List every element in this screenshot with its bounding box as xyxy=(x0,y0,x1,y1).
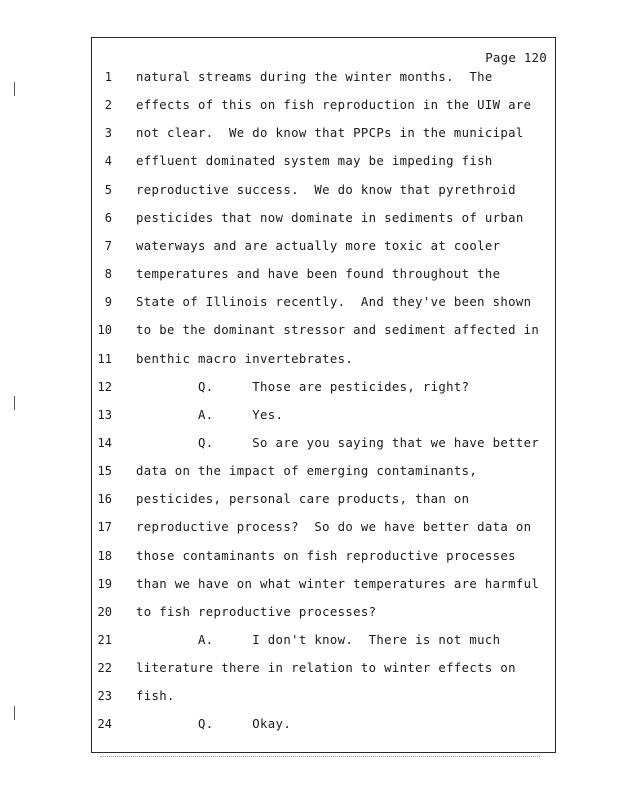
line-number: 9 xyxy=(104,295,112,310)
line-number: 14 xyxy=(97,435,112,450)
margin-mark-middle xyxy=(14,396,19,410)
line-text: A. I don't know. There is not much xyxy=(136,633,501,647)
line-number: 16 xyxy=(97,492,112,507)
line-text: Q. Okay. xyxy=(136,717,292,732)
line-number: 11 xyxy=(97,351,112,366)
line-number: 23 xyxy=(97,689,112,704)
line-number: 7 xyxy=(104,238,112,253)
line-number: 18 xyxy=(97,548,112,563)
line-text: reproductive process? So do we have better data on xyxy=(136,520,532,535)
line-number: 3 xyxy=(104,126,112,141)
line-text: reproductive success. We do know that pyrethroid xyxy=(136,182,516,197)
line-number: 10 xyxy=(97,323,112,338)
line-text: temperatures and have been found throughout the xyxy=(136,267,501,282)
line-text: effluent dominated system may be impeding fish xyxy=(136,154,493,169)
line-text: fish. xyxy=(136,689,175,704)
line-text: waterways and are actually more toxic at cooler xyxy=(136,238,501,253)
line-text: State of Illinois recently. And they've been shown xyxy=(136,295,532,310)
line-number: 21 xyxy=(97,633,112,647)
line-text: not clear. We do know that PPCPs in the municipal xyxy=(136,126,524,141)
transcript-page xyxy=(91,37,556,753)
line-text: Q. So are you saying that we have better xyxy=(136,435,540,450)
line-number: 5 xyxy=(104,182,112,197)
line-text: literature there in relation to winter effects on xyxy=(136,661,516,676)
line-text: natural streams during the winter months. The xyxy=(136,70,493,84)
line-number: 15 xyxy=(97,464,112,479)
line-number: 19 xyxy=(97,576,112,591)
line-text: A. Yes. xyxy=(136,407,284,422)
line-number: 22 xyxy=(97,661,112,676)
line-number: 17 xyxy=(97,520,112,535)
line-number: 4 xyxy=(104,154,112,169)
line-number: 24 xyxy=(97,717,112,732)
line-text: Q. Those are pesticides, right? xyxy=(136,379,470,394)
line-text: than we have on what winter temperatures are harmful xyxy=(136,576,540,591)
line-number: 13 xyxy=(97,407,112,422)
line-text: pesticides, personal care products, than on xyxy=(136,492,470,507)
scan-artifact-line xyxy=(100,756,540,758)
line-number: 12 xyxy=(97,379,112,394)
line-text: data on the impact of emerging contaminants, xyxy=(136,464,478,479)
page-number: Page 120 xyxy=(485,50,547,65)
line-number: 20 xyxy=(97,604,112,619)
line-text: those contaminants on fish reproductive processes xyxy=(136,548,516,563)
line-text: to be the dominant stressor and sediment affected in xyxy=(136,323,540,338)
line-text: benthic macro invertebrates. xyxy=(136,351,354,366)
line-text: to fish reproductive processes? xyxy=(136,604,377,619)
line-number: 8 xyxy=(104,267,112,282)
line-number: 6 xyxy=(104,210,112,225)
line-number: 2 xyxy=(104,98,112,113)
line-text: effects of this on fish reproduction in the UIW are xyxy=(136,98,532,113)
line-number: 1 xyxy=(104,70,112,84)
margin-mark-bottom xyxy=(14,706,19,720)
margin-mark-top xyxy=(14,82,19,96)
line-text: pesticides that now dominate in sediments of urban xyxy=(136,210,524,225)
